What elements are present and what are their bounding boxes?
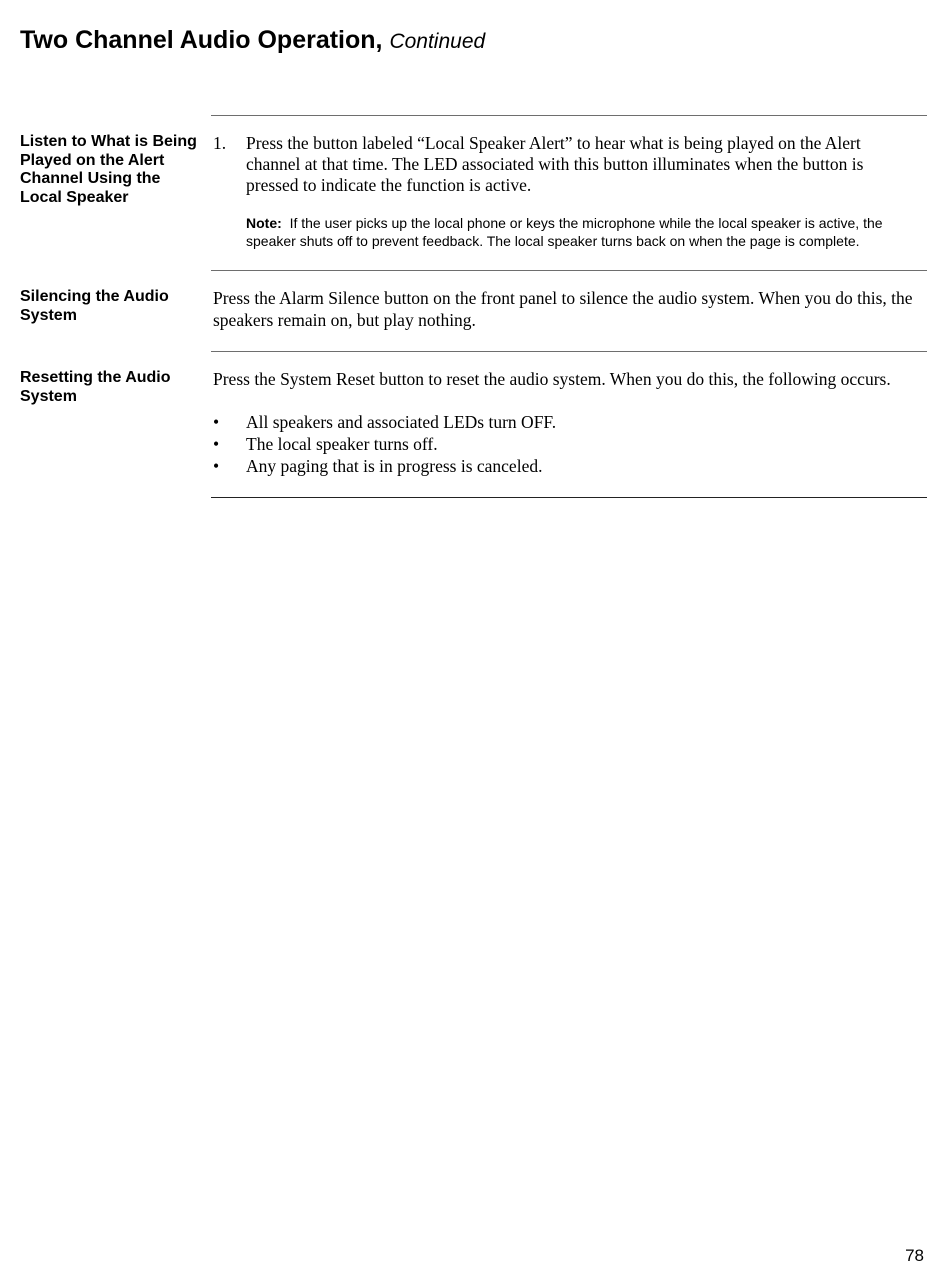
note-label: Note: <box>246 215 282 231</box>
bullet-icon: • <box>213 456 220 476</box>
heading-local-speaker: Listen to What is Being Played on the Alert Channel Using the Local Speaker <box>20 133 197 206</box>
bullet-icon: • <box>213 412 220 432</box>
page-number: 78 <box>905 1246 924 1265</box>
page-title-continued: Continued <box>389 30 486 53</box>
step-number: 1. <box>213 133 227 153</box>
silencing-text: Press the Alarm Silence button on the front panel to silence the audio system. When you do this, the speakers remain on, but play nothing. <box>213 288 913 330</box>
section-divider <box>211 497 927 498</box>
section-divider <box>211 351 927 352</box>
section-divider <box>211 270 927 271</box>
section-divider <box>211 115 927 116</box>
heading-silencing: Silencing the Audio System <box>20 288 169 324</box>
list-item <box>213 455 913 477</box>
resetting-text: Press the System Reset button to reset the audio system. When you do this, the following occurs. <box>213 369 891 389</box>
list-item-text: The local speaker turns off. <box>246 434 438 454</box>
note-text: If the user picks up the local phone or keys the microphone while the local speaker is active, the speaker shuts off to prevent feedback. The local speaker turns back on when the page is complete. <box>246 215 883 249</box>
heading-resetting: Resetting the Audio System <box>20 369 171 405</box>
bullet-icon: • <box>213 434 220 454</box>
list-item <box>213 411 913 433</box>
reset-effects-list <box>213 411 913 477</box>
list-item-text: All speakers and associated LEDs turn OFF. <box>246 412 557 432</box>
note <box>246 215 926 250</box>
page-title-text: Two Channel Audio Operation, <box>20 26 383 54</box>
page-title <box>20 26 485 55</box>
step-text: Press the button labeled “Local Speaker Alert” to hear what is being played on the Alert channel at that time. The LED associated with this button illuminates when the button is pressed to indicate the function is active. <box>246 133 864 195</box>
list-item <box>213 433 913 455</box>
list-item-text: Any paging that is in progress is canceled. <box>246 456 543 476</box>
